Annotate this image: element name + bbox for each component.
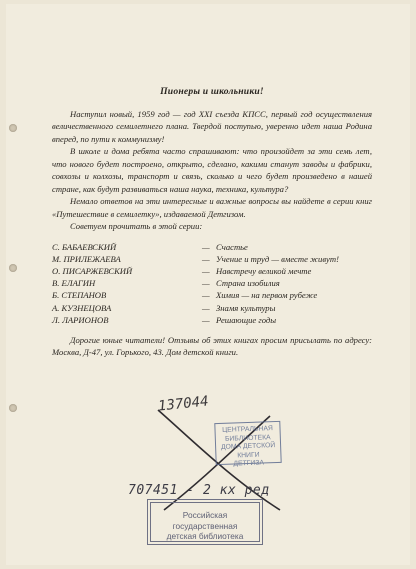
book-item	[52, 265, 372, 277]
book-title: Страна изобилия	[216, 278, 280, 289]
book-item	[52, 314, 372, 326]
book-author: М. ПРИЛЕЖАЕВА	[52, 253, 121, 264]
dash: —	[202, 278, 210, 289]
page-text	[52, 86, 372, 368]
paragraph-2: В школе и дома ребята часто спрашивают: что произойдет за эти семь лет, что нового будет построено, открыто, сделано, какими станут заводы и фабрики, совхозы и колхозы, транспорт и связь, сколько и чего будет произведено в нашей стране, как будут развиваться наша наука, техника, культура?	[52, 146, 372, 194]
rgdb-stamp-line: Российская государственная	[172, 510, 238, 531]
library-stamp	[214, 421, 281, 468]
punch-holes	[6, 4, 22, 565]
dash: —	[202, 265, 210, 276]
book-title: Знамя культуры	[216, 302, 276, 313]
dash: —	[202, 290, 210, 301]
book-item	[52, 277, 372, 289]
page-heading: Пионеры и школьники!	[160, 86, 264, 97]
book-item	[52, 253, 372, 265]
library-stamp-line: ЦЕНТРАЛЬНАЯ БИБЛИОТЕКА	[222, 425, 273, 443]
book-title: Решающие годы	[216, 314, 277, 325]
paragraph-4: Советуем прочитать в этой серии:	[70, 221, 203, 231]
book-list	[52, 241, 372, 326]
book-author: В. ЕЛАГИН	[52, 278, 96, 289]
rgdb-stamp-line: детская библиотека	[166, 531, 244, 541]
paragraph-1: Наступил новый, 1959 год — год XXI съезда КПСС, первый год осуществления величественного семилетнего плана. Твердой поступью, уверенно идет наша Родина вперед, по пути к коммунизму!	[52, 108, 372, 144]
inventory-note: 707451 - 2 кх ред	[128, 483, 270, 498]
dash: —	[202, 241, 210, 252]
book-item	[52, 241, 372, 253]
rgdb-stamp	[150, 502, 260, 542]
dash: —	[202, 253, 210, 264]
book-item	[52, 289, 372, 301]
book-author: О. ПИСАРЖЕВСКИЙ	[52, 265, 133, 276]
book-item	[52, 302, 372, 314]
dash: —	[202, 302, 210, 313]
book-author: Л. ЛАРИОНОВ	[52, 314, 109, 325]
paragraph-3: Немало ответов на эти интересные и важные вопросы вы найдете в серии книг «Путешествие в семилетку», издаваемой Детгизом.	[52, 196, 372, 219]
book-author: Б. СТЕПАНОВ	[52, 290, 107, 301]
library-stamp-line: ДОМА ДЕТСКОЙ КНИГИ	[220, 442, 276, 459]
handwritten-number: 137044	[157, 393, 210, 415]
book-title: Учение и труд — вместе живут!	[216, 253, 339, 264]
book-title: Навстречу великой мечте	[216, 265, 312, 276]
closing-paragraph: Дорогие юные читатели! Отзывы об этих книгах просим присылать по адресу: Москва, Д-47, ул. Горького, 43. Дом детской книги.	[52, 334, 372, 358]
book-title: Счастье	[216, 241, 248, 252]
library-stamp-line: ДЕТГИЗА	[233, 459, 265, 468]
book-author: С. БАБАЕВСКИЙ	[52, 241, 117, 252]
book-author: А. КУЗНЕЦОВА	[52, 302, 112, 313]
book-title: Химия — на первом рубеже	[216, 290, 318, 301]
dash: —	[202, 314, 210, 325]
